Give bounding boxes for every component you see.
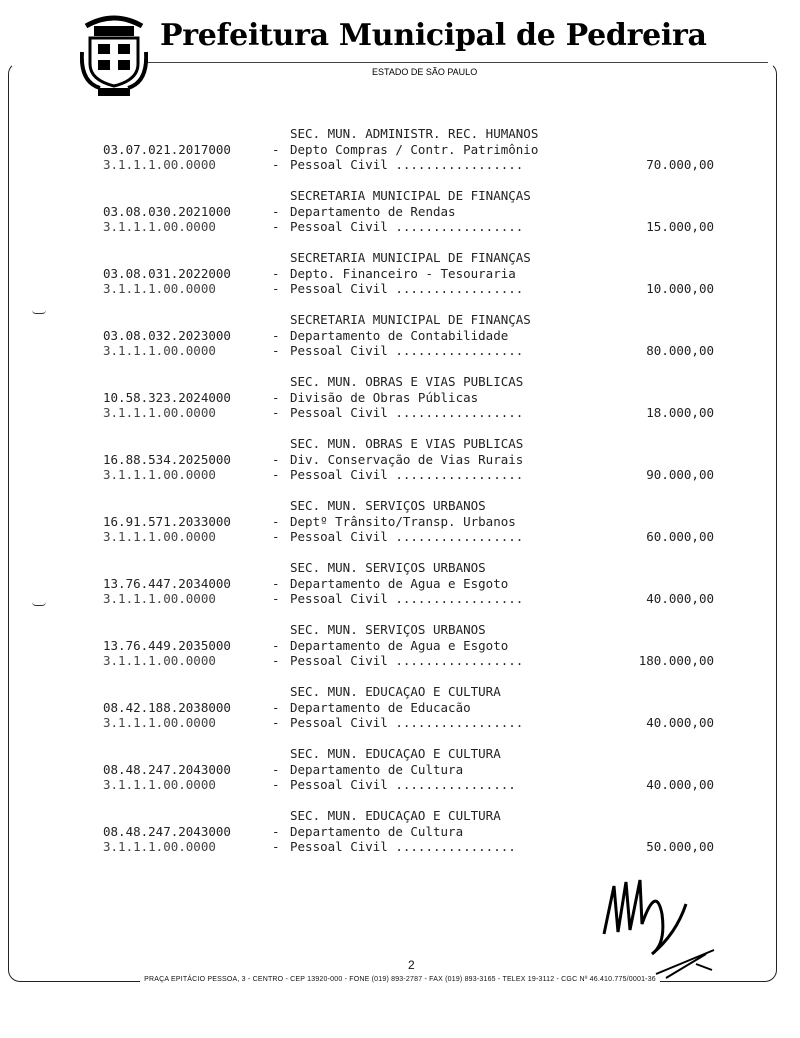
- department-name: Departamento de Agua e Esgoto: [290, 637, 509, 653]
- expense-item: Pessoal Civil .................: [290, 467, 524, 482]
- secretaria-name: SEC. MUN. SERVIÇOS URBANOS: [290, 560, 486, 575]
- program-code: 08.48.247.2043000: [103, 761, 231, 777]
- expense-element-code: 3.1.1.1.00.0000: [103, 591, 216, 606]
- department-name: Departamento de Agua e Esgoto: [290, 575, 509, 591]
- expense-element-code: 3.1.1.1.00.0000: [103, 343, 216, 358]
- department-name: Departamento de Cultura: [290, 761, 464, 777]
- expense-element-code: 3.1.1.1.00.0000: [103, 839, 216, 854]
- amount-value: 40.000,00: [646, 591, 714, 606]
- amount-value: 180.000,00: [638, 653, 714, 668]
- budget-entry: [0, 498, 800, 548]
- program-code: 13.76.449.2035000: [103, 637, 231, 653]
- department-name: Departamento de Rendas: [290, 203, 456, 219]
- program-code: 03.08.031.2022000: [103, 265, 231, 281]
- expense-item: Pessoal Civil .................: [290, 591, 524, 606]
- separator-dash: -: [272, 839, 280, 854]
- expense-element-code: 3.1.1.1.00.0000: [103, 653, 216, 668]
- secretaria-name: SEC. MUN. OBRAS E VIAS PUBLICAS: [290, 436, 524, 451]
- expense-element-code: 3.1.1.1.00.0000: [103, 529, 216, 544]
- expense-element-code: 3.1.1.1.00.0000: [103, 715, 216, 730]
- secretaria-name: SEC. MUN. EDUCAÇAO E CULTURA: [290, 684, 501, 699]
- budget-entry: [0, 126, 800, 176]
- amount-value: 10.000,00: [646, 281, 714, 296]
- secretaria-name: SECRETARIA MUNICIPAL DE FINANÇAS: [290, 188, 531, 203]
- header-state: ESTADO DE SÃO PAULO: [372, 67, 478, 77]
- expense-item: Pessoal Civil ................: [290, 777, 516, 792]
- budget-entry: [0, 560, 800, 610]
- separator-dash: -: [272, 343, 280, 358]
- amount-value: 40.000,00: [646, 715, 714, 730]
- program-code: 03.08.030.2021000: [103, 203, 231, 219]
- department-name: Departamento de Cultura: [290, 823, 464, 839]
- amount-value: 80.000,00: [646, 343, 714, 358]
- separator-dash: -: [272, 699, 280, 715]
- program-code: 03.08.032.2023000: [103, 327, 231, 343]
- separator-dash: -: [272, 575, 280, 591]
- separator-dash: -: [272, 591, 280, 606]
- program-code: 08.42.188.2038000: [103, 699, 231, 715]
- secretaria-name: SEC. MUN. OBRAS E VIAS PUBLICAS: [290, 374, 524, 389]
- expense-element-code: 3.1.1.1.00.0000: [103, 467, 216, 482]
- expense-element-code: 3.1.1.1.00.0000: [103, 777, 216, 792]
- separator-dash: -: [272, 715, 280, 730]
- amount-value: 70.000,00: [646, 157, 714, 172]
- budget-entry: [0, 436, 800, 486]
- budget-entry: [0, 746, 800, 796]
- separator-dash: -: [272, 467, 280, 482]
- budget-entry: [0, 250, 800, 300]
- separator-dash: -: [272, 327, 280, 343]
- footer-address: [0, 976, 800, 983]
- separator-dash: -: [272, 777, 280, 792]
- separator-dash: -: [272, 157, 280, 172]
- department-name: Div. Conservação de Vias Rurais: [290, 451, 524, 467]
- program-code: 08.48.247.2043000: [103, 823, 231, 839]
- program-code: 16.91.571.2033000: [103, 513, 231, 529]
- budget-entry: [0, 622, 800, 672]
- expense-item: Pessoal Civil .................: [290, 219, 524, 234]
- amount-value: 18.000,00: [646, 405, 714, 420]
- program-code: 13.76.447.2034000: [103, 575, 231, 591]
- secretaria-name: SEC. MUN. SERVIÇOS URBANOS: [290, 498, 486, 513]
- amount-value: 50.000,00: [646, 839, 714, 854]
- expense-element-code: 3.1.1.1.00.0000: [103, 405, 216, 420]
- separator-dash: -: [272, 219, 280, 234]
- separator-dash: -: [272, 203, 280, 219]
- separator-dash: -: [272, 405, 280, 420]
- amount-value: 40.000,00: [646, 777, 714, 792]
- header-divider: [148, 62, 768, 63]
- program-code: 03.07.021.2017000: [103, 141, 231, 157]
- amount-value: 90.000,00: [646, 467, 714, 482]
- expense-item: Pessoal Civil .................: [290, 343, 524, 358]
- budget-entry: [0, 374, 800, 424]
- secretaria-name: SEC. MUN. SERVIÇOS URBANOS: [290, 622, 486, 637]
- separator-dash: -: [272, 451, 280, 467]
- expense-item: Pessoal Civil .................: [290, 715, 524, 730]
- secretaria-name: SECRETARIA MUNICIPAL DE FINANÇAS: [290, 312, 531, 327]
- budget-entry: [0, 312, 800, 362]
- expense-element-code: 3.1.1.1.00.0000: [103, 219, 216, 234]
- department-name: Depto Compras / Contr. Patrimônio: [290, 141, 539, 157]
- expense-item: Pessoal Civil .................: [290, 281, 524, 296]
- separator-dash: -: [272, 141, 280, 157]
- separator-dash: -: [272, 637, 280, 653]
- budget-entry: [0, 188, 800, 238]
- department-name: Divisão de Obras Públicas: [290, 389, 479, 405]
- program-code: 10.58.323.2024000: [103, 389, 231, 405]
- program-code: 16.88.534.2025000: [103, 451, 231, 467]
- department-name: Deptº Trânsito/Transp. Urbanos: [290, 513, 516, 529]
- separator-dash: -: [272, 761, 280, 777]
- expense-item: Pessoal Civil .................: [290, 653, 524, 668]
- page-number: 2: [408, 958, 415, 972]
- department-name: Departamento de Educacão: [290, 699, 471, 715]
- expense-item: Pessoal Civil .................: [290, 405, 524, 420]
- secretaria-name: SEC. MUN. EDUCAÇAO E CULTURA: [290, 808, 501, 823]
- secretaria-name: SEC. MUN. ADMINISTR. REC. HUMANOS: [290, 126, 539, 141]
- footer-text: PRAÇA EPITÁCIO PESSOA, 3 - CENTRO - CEP 13920-000 - FONE (019) 893-2787 - FAX (019) 893-3165 - TELEX 19-3112 - CGC Nº 46.410.775/0001-36: [140, 976, 660, 983]
- amount-value: 60.000,00: [646, 529, 714, 544]
- header-title: Prefeitura Municipal de Pedreira: [160, 18, 707, 53]
- secretaria-name: SECRETARIA MUNICIPAL DE FINANÇAS: [290, 250, 531, 265]
- separator-dash: -: [272, 529, 280, 544]
- secretaria-name: SEC. MUN. EDUCAÇAO E CULTURA: [290, 746, 501, 761]
- expense-element-code: 3.1.1.1.00.0000: [103, 157, 216, 172]
- expense-element-code: 3.1.1.1.00.0000: [103, 281, 216, 296]
- department-name: Departamento de Contabilidade: [290, 327, 509, 343]
- amount-value: 15.000,00: [646, 219, 714, 234]
- separator-dash: -: [272, 653, 280, 668]
- department-name: Depto. Financeiro - Tesouraria: [290, 265, 516, 281]
- separator-dash: -: [272, 265, 280, 281]
- separator-dash: -: [272, 389, 280, 405]
- expense-item: Pessoal Civil .................: [290, 529, 524, 544]
- expense-item: Pessoal Civil .................: [290, 157, 524, 172]
- budget-entry: [0, 808, 800, 858]
- separator-dash: -: [272, 823, 280, 839]
- separator-dash: -: [272, 513, 280, 529]
- separator-dash: -: [272, 281, 280, 296]
- budget-entry: [0, 684, 800, 734]
- expense-item: Pessoal Civil ................: [290, 839, 516, 854]
- handwritten-signature: [596, 874, 716, 984]
